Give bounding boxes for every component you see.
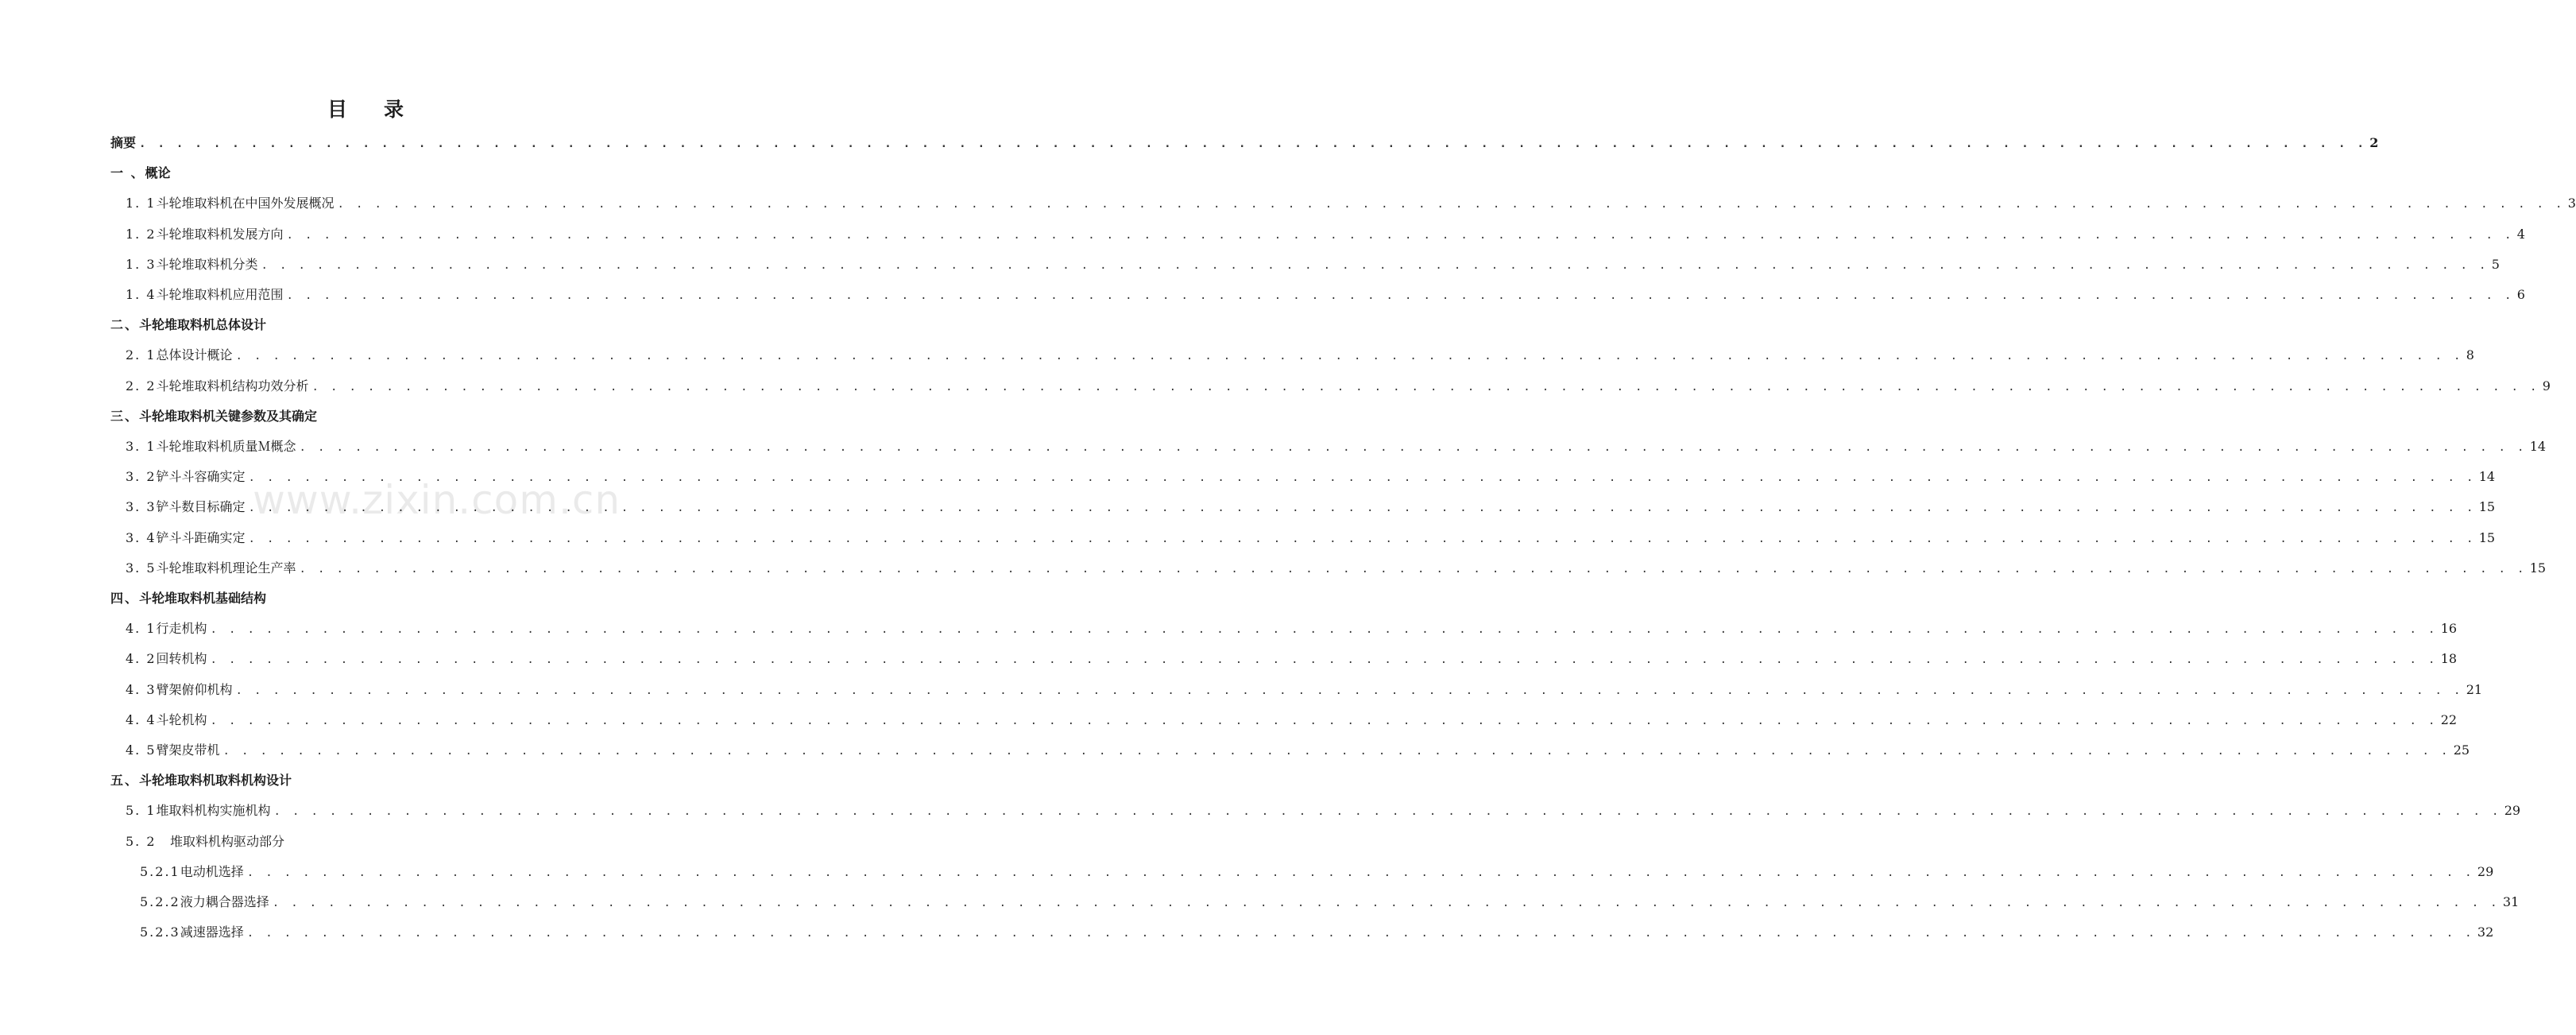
toc-entry-number: 5.2.1 (140, 863, 180, 879)
toc-page-number: 14 (2478, 469, 2496, 485)
toc-entry-number: 五、 (110, 773, 140, 789)
toc-dot-leader: . . . . . . . . . . . . . . . . . . . . . . . . . . . . . . . . . . . . . . . . . . . . . . . . . . . . . . . . . . . . . . . . . . . . . . . . . . . . . . . . . . . . . . . . . . . . . . . . . . . . . . . . . . . . . . . . . . . . . . . . (286, 228, 2514, 242)
toc-entry-label: 斗轮堆取料机发展方向 (156, 226, 284, 242)
toc-entry-number: 5. 1 (126, 803, 157, 819)
toc-dot-leader: . . . . . . . . . . . . . . . . . . . . . . . . . . . . . . . . . . . . . . . . . . . . . . . . . . . . . . . . . . . . . . . . . . . . . . . . . . . . . . . . . . . . . . . . . . . . . . . . . . . . . . . . . . . . . . . . . . . . . . . . (139, 138, 2367, 150)
toc-chapter-entry[interactable] (110, 586, 667, 607)
toc-section-entry[interactable] (126, 616, 2458, 637)
toc-page-number: 25 (2453, 742, 2470, 758)
toc-dot-leader: . . . . . . . . . . . . . . . . . . . . . . . . . . . . . . . . . . . . . . . . . . . . . . . . . . . . . . . . . . . . . . . . . . . . . . . . . . . . . . . . . . . . . . . . . . . . . . . . . . . . . . . . . . . . . . . . . . . . . . . . (235, 684, 2463, 697)
toc-entry-label: 概论 (145, 165, 171, 181)
toc-entry-label: 总体设计概论 (156, 347, 233, 363)
toc-section-entry[interactable] (126, 494, 2496, 515)
toc-title (0, 94, 731, 122)
toc-title-char: 目 (327, 98, 347, 121)
toc-page-number: 31 (2502, 894, 2520, 909)
toc-chapter-entry[interactable] (110, 768, 667, 789)
toc-entry-number: 3. 1 (126, 439, 157, 454)
toc-section-entry[interactable] (126, 191, 2576, 211)
toc-page-number: 16 (2440, 621, 2458, 637)
toc-section-entry[interactable] (126, 525, 2496, 546)
toc-dot-leader: . . . . . . . . . . . . . . . . . . . . . . . . . . . . . . . . . . . . . . . . . . . . . . . . . . . . . . . . . . . . . . . . . . . . . . . . . . . . . . . . . . . . . . . . . . . . . . . . . . . . . . . . . . . . . . . . . . . . . . . . (337, 198, 2565, 211)
toc-dot-leader: . . . . . . . . . . . . . . . . . . . . . . . . . . . . . . . . . . . . . . . . . . . . . . . . . . . . . . . . . . . . . . . . . . . . . . . . . . . . . . . . . . . . . . . . . . . . . . . . . . . . . . . . . . . . . . . . . . . . . . . . (299, 562, 2527, 576)
toc-dot-leader: . . . . . . . . . . . . . . . . . . . . . . . . . . . . . . . . . . . . . . . . . . . . . . . . . . . . . . . . . . . . . . . . . . . . . . . . . . . . . . . . . . . . . . . . . . . . . . . . . . . . . . . . . . . . . . . . . . . . . . . . (286, 289, 2514, 302)
toc-entry-number: 2. 1 (126, 347, 157, 363)
toc-entry-label: 臂架皮带机 (156, 742, 220, 758)
toc-entry-number: 1. 3 (126, 256, 157, 272)
toc-section-entry[interactable] (140, 890, 2520, 910)
toc-page-number: 9 (2542, 378, 2551, 393)
toc-page-number: 6 (2516, 287, 2525, 302)
toc-dot-leader: . . . . . . . . . . . . . . . . . . . . . . . . . . . . . . . . . . . . . . . . . . . . . . . . . . . . . . . . . . . . . . . . . . . . . . . . . . . . . . . . . . . . . . . . . . . . . . . . . . . . . . . . . . . . . . . . . . . . . . . . (235, 350, 2463, 363)
toc-entry-label: 斗轮堆取料机结构功效分析 (156, 378, 309, 393)
toc-entry-label: 斗轮堆取料机取料机构设计 (139, 773, 292, 789)
toc-section-entry[interactable] (140, 920, 2494, 940)
toc-dot-leader: . . . . . . . . . . . . . . . . . . . . . . . . . . . . . . . . . . . . . . . . . . . . . . . . . . . . . . . . . . . . . . . . . . . . . . . . . . . . . . . . . . . . . . . . . . . . . . . . . . . . . . . . . . . . . . . . . . . . . . . . (261, 258, 2489, 272)
toc-page-number: 5 (2491, 256, 2500, 272)
toc-entry-number: 4. 2 (126, 651, 157, 667)
toc-entry-number: 4. 5 (126, 742, 157, 758)
toc-page-number: 29 (2504, 803, 2521, 819)
toc-entry-label: 斗轮堆取料机分类 (156, 256, 258, 272)
toc-page-number: 21 (2466, 681, 2483, 697)
toc-section-entry[interactable] (126, 282, 2525, 303)
toc-section-entry[interactable] (126, 343, 2474, 363)
toc-section-entry[interactable] (126, 829, 667, 850)
toc-entry-number: 4. 3 (126, 681, 157, 697)
toc-section-entry[interactable] (126, 738, 2470, 758)
toc-chapter-entry[interactable] (110, 312, 667, 333)
toc-entry-label: 铲斗数目标确定 (156, 499, 246, 515)
toc-page-number: 15 (2529, 560, 2547, 576)
toc-entry-number: 二、 (110, 317, 140, 333)
toc-entry-label: 减速器选择 (180, 925, 244, 940)
toc-title-char: 录 (384, 98, 404, 121)
toc-entry-label: 堆取料机构驱动部分 (170, 833, 285, 849)
toc-entry-label: 液力耦合器选择 (180, 894, 269, 909)
toc-entry-label: 铲斗斗容确实定 (156, 469, 246, 485)
toc-dot-leader: . . . . . . . . . . . . . . . . . . . . . . . . . . . . . . . . . . . . . . . . . . . . . . . . . . . . . . . . . . . . . . . . . . . . . . . . . . . . . . . . . . . . . . . . . . . . . . . . . . . . . . . . . . . . . . . . . . . . . . . . (311, 380, 2539, 393)
toc-page-number: 29 (2477, 863, 2494, 879)
watermark-text: www.zixin.com.cn (253, 477, 621, 523)
toc-entry-label: 行走机构 (156, 621, 207, 637)
toc-dot-leader: . . . . . . . . . . . . . . . . . . . . . . . . . . . . . . . . . . . . . . . . . . . . . . . . . . . . . . . . . . . . . . . . . . . . . . . . . . . . . . . . . . . . . . . . . . . . . . . . . . . . . . . . . . . . . . . . . . . . . . . . (210, 623, 2438, 637)
toc-section-entry[interactable] (126, 252, 2500, 273)
toc-entry-label: 臂架俯仰机构 (156, 681, 233, 697)
toc-section-entry[interactable] (126, 434, 2547, 455)
toc-entry-number: 5.2.3 (140, 925, 180, 940)
toc-entry-number: 2. 2 (126, 378, 157, 393)
toc-page-number: 14 (2529, 439, 2547, 454)
toc-entry-number: 5. 2 (126, 833, 157, 849)
toc-dot-leader: . . . . . . . . . . . . . . . . . . . . . . . . . . . . . . . . . . . . . . . . . . . . . . . . . . . . . . . . . . . . . . . . . . . . . . . . . . . . . . . . . . . . . . . . . . . . . . . . . . . . . . . . . . . . . . . . . . . . . . . . (273, 805, 2501, 819)
toc-entry-number: 1. 1 (126, 196, 157, 211)
toc-dot-leader: . . . . . . . . . . . . . . . . . . . . . . . . . . . . . . . . . . . . . . . . . . . . . . . . . . . . . . . . . . . . . . . . . . . . . . . . . . . . . . . . . . . . . . . . . . . . . . . . . . . . . . . . . . . . . . . . . . . . . . . . (222, 745, 2450, 758)
toc-chapter-entry[interactable] (110, 404, 667, 424)
toc-dot-leader: . . . . . . . . . . . . . . . . . . . . . . . . . . . . . . . . . . . . . . . . . . . . . . . . . . . . . . . . . . . . . . . . . . . . . . . . . . . . . . . . . . . . . . . . . . . . . . . . . . . . . . . . . . . . . . . . . . . . . . . . (272, 897, 2500, 909)
toc-page-number: 15 (2478, 529, 2496, 545)
toc-entry-label: 斗轮堆取料机在中国外发展概况 (156, 196, 335, 211)
toc-entry-number: 四、 (110, 591, 140, 606)
toc-section-entry[interactable] (126, 464, 2496, 485)
toc-entry-number: 一 、 (110, 165, 145, 181)
toc-entry-number: 1. 4 (126, 287, 157, 302)
toc-entry-label: 堆取料机构实施机构 (156, 803, 271, 819)
toc-entry-label: 斗轮堆取料机理论生产率 (156, 560, 296, 576)
toc-chapter-entry[interactable] (110, 161, 667, 181)
toc-section-entry[interactable] (126, 646, 2458, 667)
toc-dot-leader: . . . . . . . . . . . . . . . . . . . . . . . . . . . . . . . . . . . . . . . . . . . . . . . . . . . . . . . . . . . . . . . . . . . . . . . . . . . . . . . . . . . . . . . . . . . . . . . . . . . . . . . . . . . . . . . . . . . . . . . . (246, 866, 2474, 879)
toc-dot-leader: . . . . . . . . . . . . . . . . . . . . . . . . . . . . . . . . . . . . . . . . . . . . . . . . . . . . . . . . . . . . . . . . . . . . . . . . . . . . . . . . . . . . . . . . . . . . . . . . . . . . . . . . . . . . . . . . . . . . . . . . (248, 471, 2476, 485)
toc-dot-leader: . . . . . . . . . . . . . . . . . . . . . . . . . . . . . . . . . . . . . . . . . . . . . . . . . . . . . . . . . . . . . . . . . . . . . . . . . . . . . . . . . . . . . . . . . . . . . . . . . . . . . . . . . . . . . . . . . . . . . . . . (210, 653, 2438, 667)
toc-entry-label: 斗轮机构 (156, 711, 207, 727)
toc-page-number: 22 (2440, 711, 2458, 727)
toc-entry-label: 斗轮堆取料机质量Ｍ概念 (156, 439, 296, 454)
toc-page-number: 15 (2478, 499, 2496, 515)
toc-section-entry[interactable] (126, 677, 2483, 698)
toc-section-entry[interactable] (126, 798, 2521, 819)
toc-entry-number: 3. 4 (126, 529, 157, 545)
toc-entry-number: 三、 (110, 408, 140, 424)
toc-entry-number: 4. 4 (126, 711, 157, 727)
toc-section-entry[interactable] (140, 859, 2494, 880)
toc-entry-number: 3. 5 (126, 560, 157, 576)
toc-section-entry[interactable] (126, 707, 2458, 728)
toc-dot-leader: . . . . . . . . . . . . . . . . . . . . . . . . . . . . . . . . . . . . . . . . . . . . . . . . . . . . . . . . . . . . . . . . . . . . . . . . . . . . . . . . . . . . . . . . . . . . . . . . . . . . . . . . . . . . . . . . . . . . . . . . (248, 532, 2476, 545)
toc-section-entry[interactable] (126, 222, 2525, 242)
toc-entry-label: 铲斗斗距确实定 (156, 529, 246, 545)
toc-page-number: 3 (2567, 196, 2576, 211)
toc-entry-label: 斗轮堆取料机关键参数及其确定 (139, 408, 318, 424)
toc-page-number: 18 (2440, 651, 2458, 667)
toc-entry-number: 1. 2 (126, 226, 157, 242)
toc-entry-label: 回转机构 (156, 651, 207, 667)
toc-entry-number: 5.2.2 (140, 894, 180, 909)
toc-entry-label: 电动机选择 (180, 863, 244, 879)
toc-dot-leader: . . . . . . . . . . . . . . . . . . . . . . . . . . . . . . . . . . . . . . . . . . . . . . . . . . . . . . . . . . . . . . . . . . . . . . . . . . . . . . . . . . . . . . . . . . . . . . . . . . . . . . . . . . . . . . . . . . . . . . . . (299, 441, 2527, 454)
toc-section-entry[interactable] (126, 374, 2551, 394)
toc-page-number: 8 (2466, 347, 2474, 363)
toc-dot-leader: . . . . . . . . . . . . . . . . . . . . . . . . . . . . . . . . . . . . . . . . . . . . . . . . . . . . . . . . . . . . . . . . . . . . . . . . . . . . . . . . . . . . . . . . . . . . . . . . . . . . . . . . . . . . . . . . . . . . . . . . (248, 502, 2476, 515)
toc-entry-number: 3. 3 (126, 499, 157, 515)
toc-entry-number: 4. 1 (126, 621, 157, 637)
toc-entry-label: 斗轮堆取料机总体设计 (139, 317, 267, 333)
toc-entry-number: 3. 2 (126, 469, 157, 485)
toc-page-number: 4 (2516, 226, 2525, 242)
toc-page-number: 2 (2369, 135, 2379, 150)
toc-entry-label: 摘要 (110, 135, 137, 150)
toc-page-number: 32 (2477, 925, 2494, 940)
toc-chapter-entry[interactable] (110, 130, 2379, 151)
toc-section-entry[interactable] (126, 556, 2547, 576)
toc-dot-leader: . . . . . . . . . . . . . . . . . . . . . . . . . . . . . . . . . . . . . . . . . . . . . . . . . . . . . . . . . . . . . . . . . . . . . . . . . . . . . . . . . . . . . . . . . . . . . . . . . . . . . . . . . . . . . . . . . . . . . . . . (246, 927, 2474, 940)
toc-entry-label: 斗轮堆取料机应用范围 (156, 287, 284, 302)
toc-entry-label: 斗轮堆取料机基础结构 (139, 591, 267, 606)
toc-dot-leader: . . . . . . . . . . . . . . . . . . . . . . . . . . . . . . . . . . . . . . . . . . . . . . . . . . . . . . . . . . . . . . . . . . . . . . . . . . . . . . . . . . . . . . . . . . . . . . . . . . . . . . . . . . . . . . . . . . . . . . . . (210, 714, 2438, 727)
